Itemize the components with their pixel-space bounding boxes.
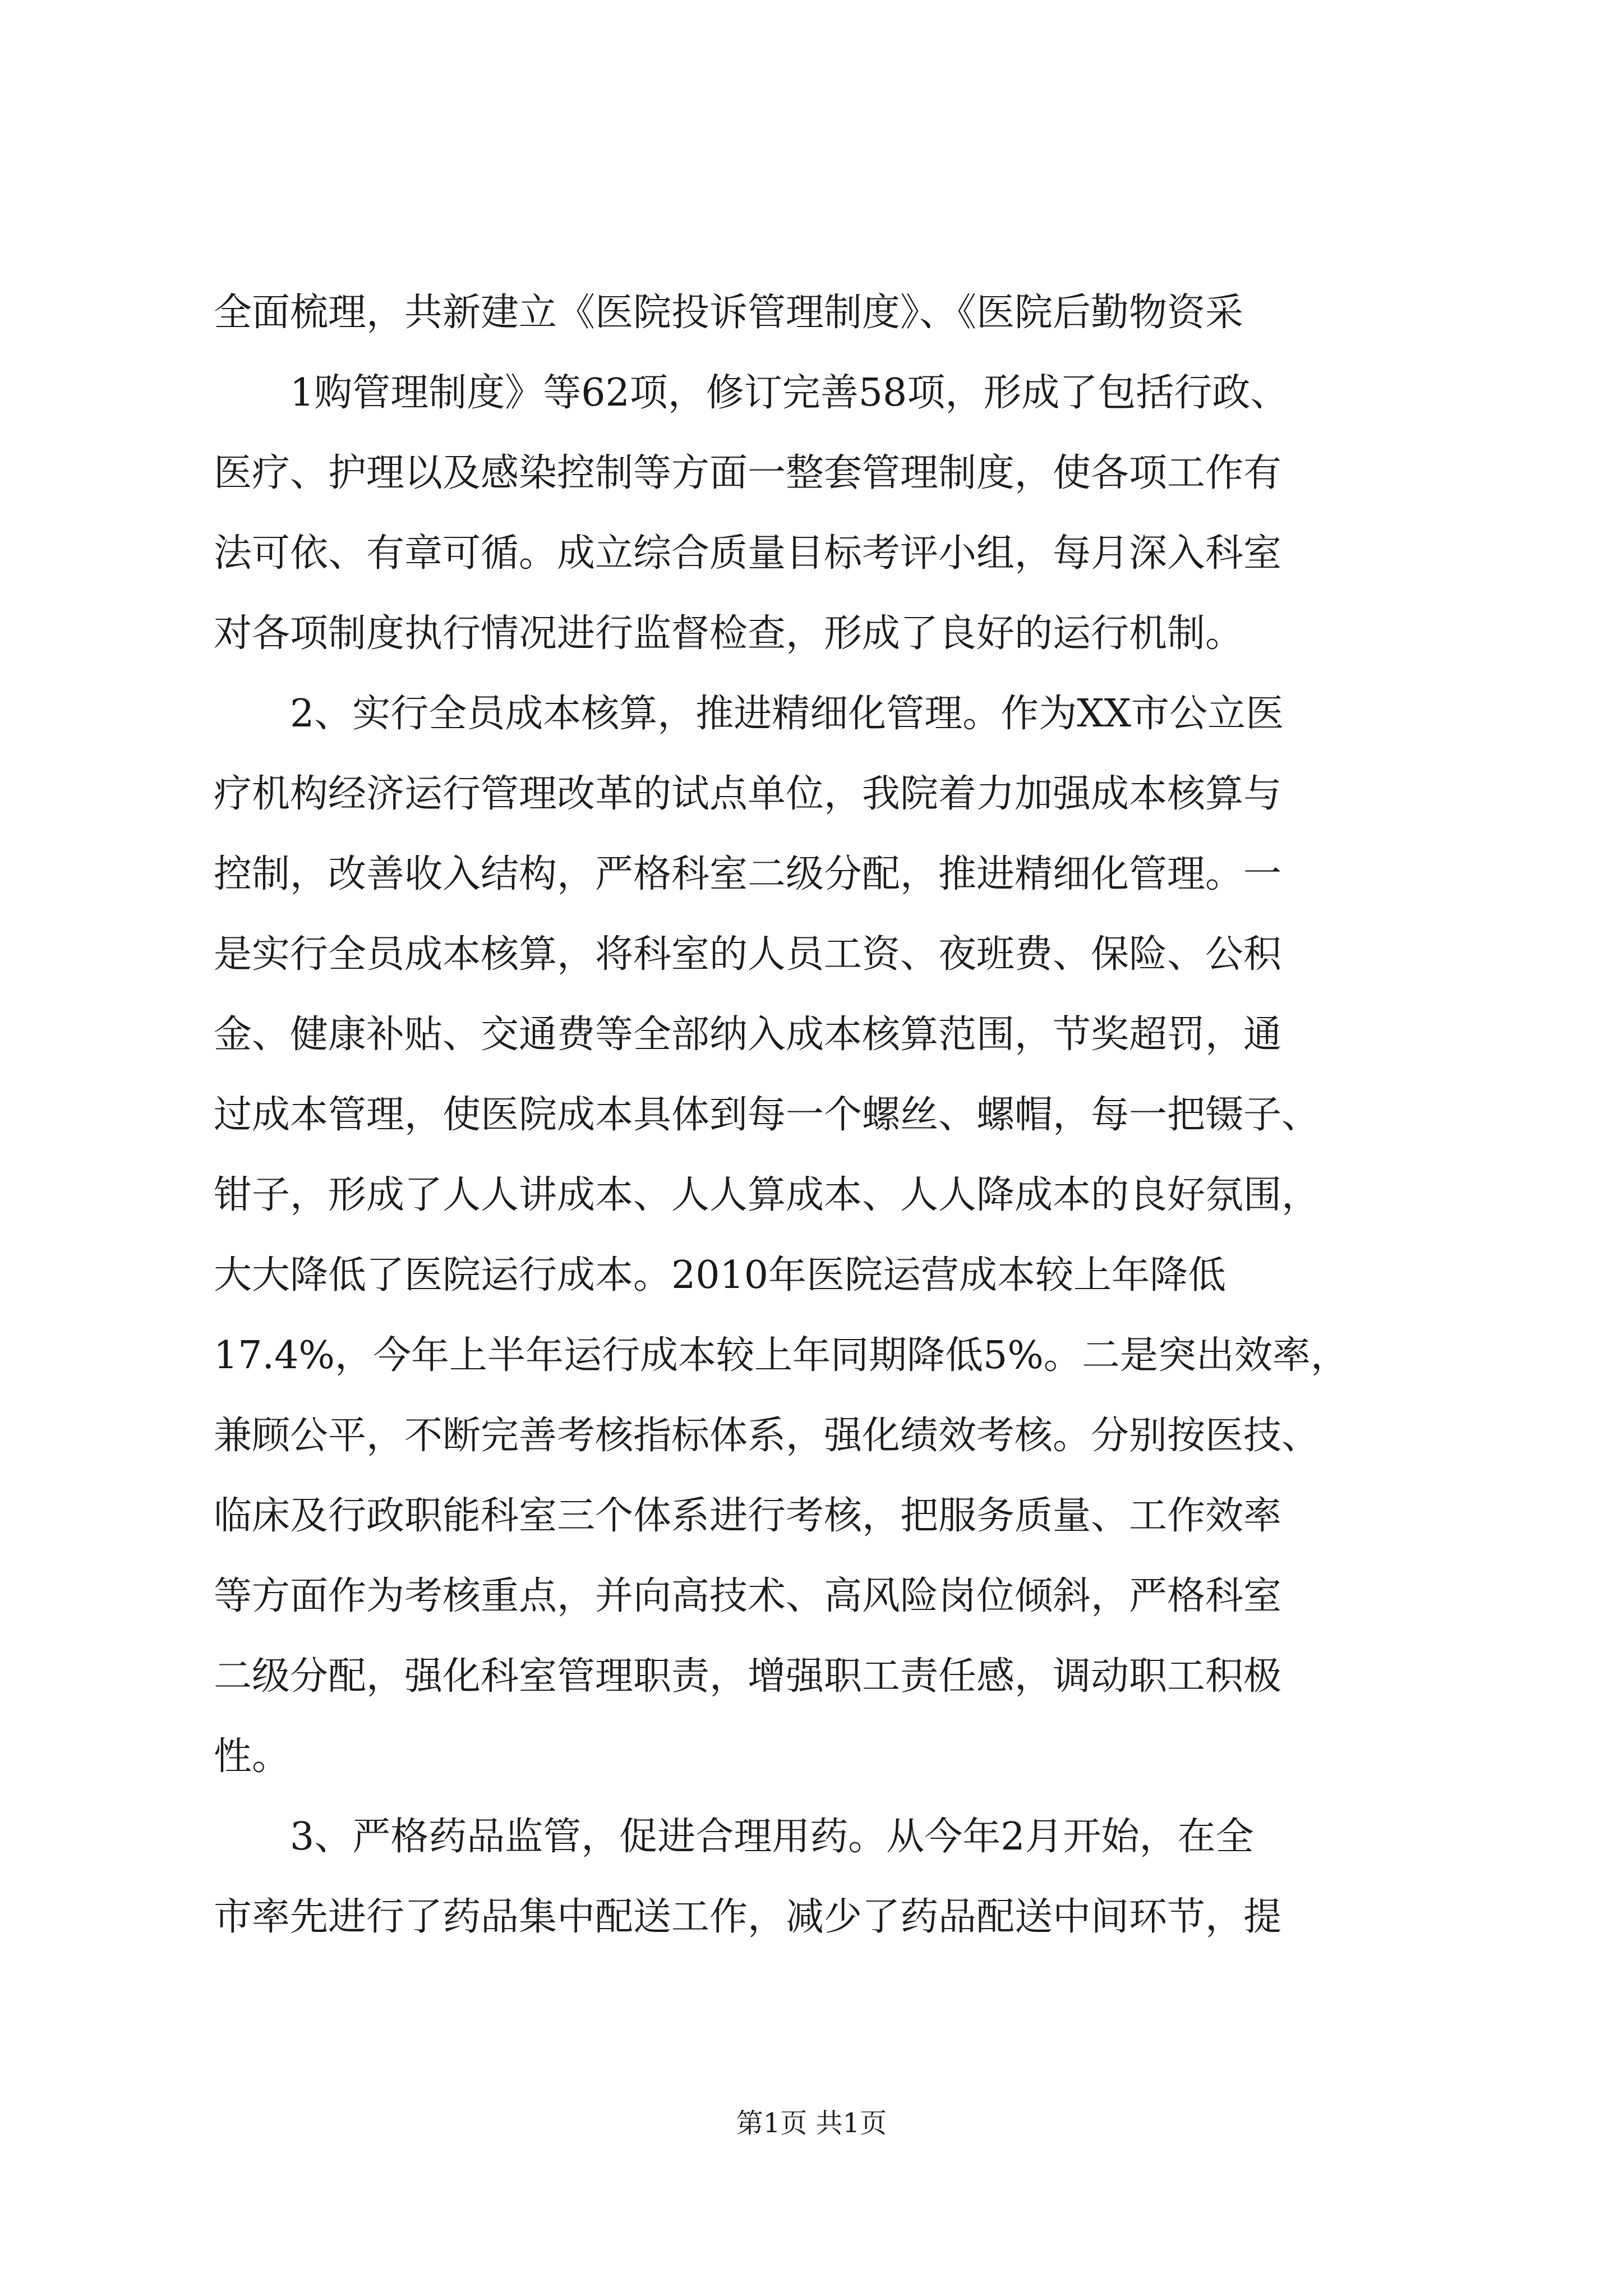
text-line: 医疗、护理以及感染控制等方面一整套管理制度，使各项工作有: [214, 451, 1282, 495]
text-line: 控制，改善收入结构，严格科室二级分配，推进精细化管理。一: [214, 852, 1282, 896]
text-line: 二级分配，强化科室管理职责，增强职工责任感，调动职工积极: [214, 1654, 1282, 1699]
text-line: 17.4%，今年上半年运行成本较上年同期降低5%。二是突出效率，: [214, 1333, 1349, 1378]
text-line: 钳子，形成了人人讲成本、人人算成本、人人降成本的良好氛围，: [214, 1173, 1320, 1217]
text-line: 临床及行政职能科室三个体系进行考核，把服务质量、工作效率: [214, 1494, 1282, 1538]
text-line: 市率先进行了药品集中配送工作，减少了药品配送中间环节，提: [214, 1895, 1282, 1939]
document-body: [214, 273, 1436, 1957]
text-line: 金、健康补贴、交通费等全部纳入成本核算范围，节奖超罚，通: [214, 1013, 1282, 1057]
text-line: 1购管理制度》等62项，修订完善58项，形成了包括行政、: [290, 371, 1289, 415]
text-line: 过成本管理，使医院成本具体到每一个螺丝、螺帽，每一把镊子、: [214, 1093, 1320, 1137]
text-line: 疗机构经济运行管理改革的试点单位，我院着力加强成本核算与: [214, 772, 1282, 816]
text-line: 2、实行全员成本核算，推进精细化管理。作为XX市公立医: [290, 692, 1284, 736]
text-line: 大大降低了医院运行成本。2010年医院运营成本较上年降低: [214, 1253, 1227, 1297]
text-line: 法可依、有章可循。成立综合质量目标考评小组，每月深入科室: [214, 531, 1282, 576]
text-line: 3、严格药品监管，促进合理用药。从今年2月开始，在全: [290, 1815, 1254, 1859]
text-line: 等方面作为考核重点，并向高技术、高风险岗位倾斜，严格科室: [214, 1574, 1282, 1618]
text-line: 对各项制度执行情况进行监督检查，形成了良好的运行机制。: [214, 611, 1244, 656]
text-line: 是实行全员成本核算，将科室的人员工资、夜班费、保险、公积: [214, 932, 1282, 977]
text-line: 兼顾公平，不断完善考核指标体系，强化绩效考核。分别按医技、: [214, 1414, 1320, 1458]
text-line: 性。: [214, 1734, 291, 1779]
page-footer: 第1页 共1页: [736, 2108, 887, 2139]
text-line: 全面梳理，共新建立《医院投诉管理制度》、《医院后勤物资采: [214, 291, 1244, 335]
